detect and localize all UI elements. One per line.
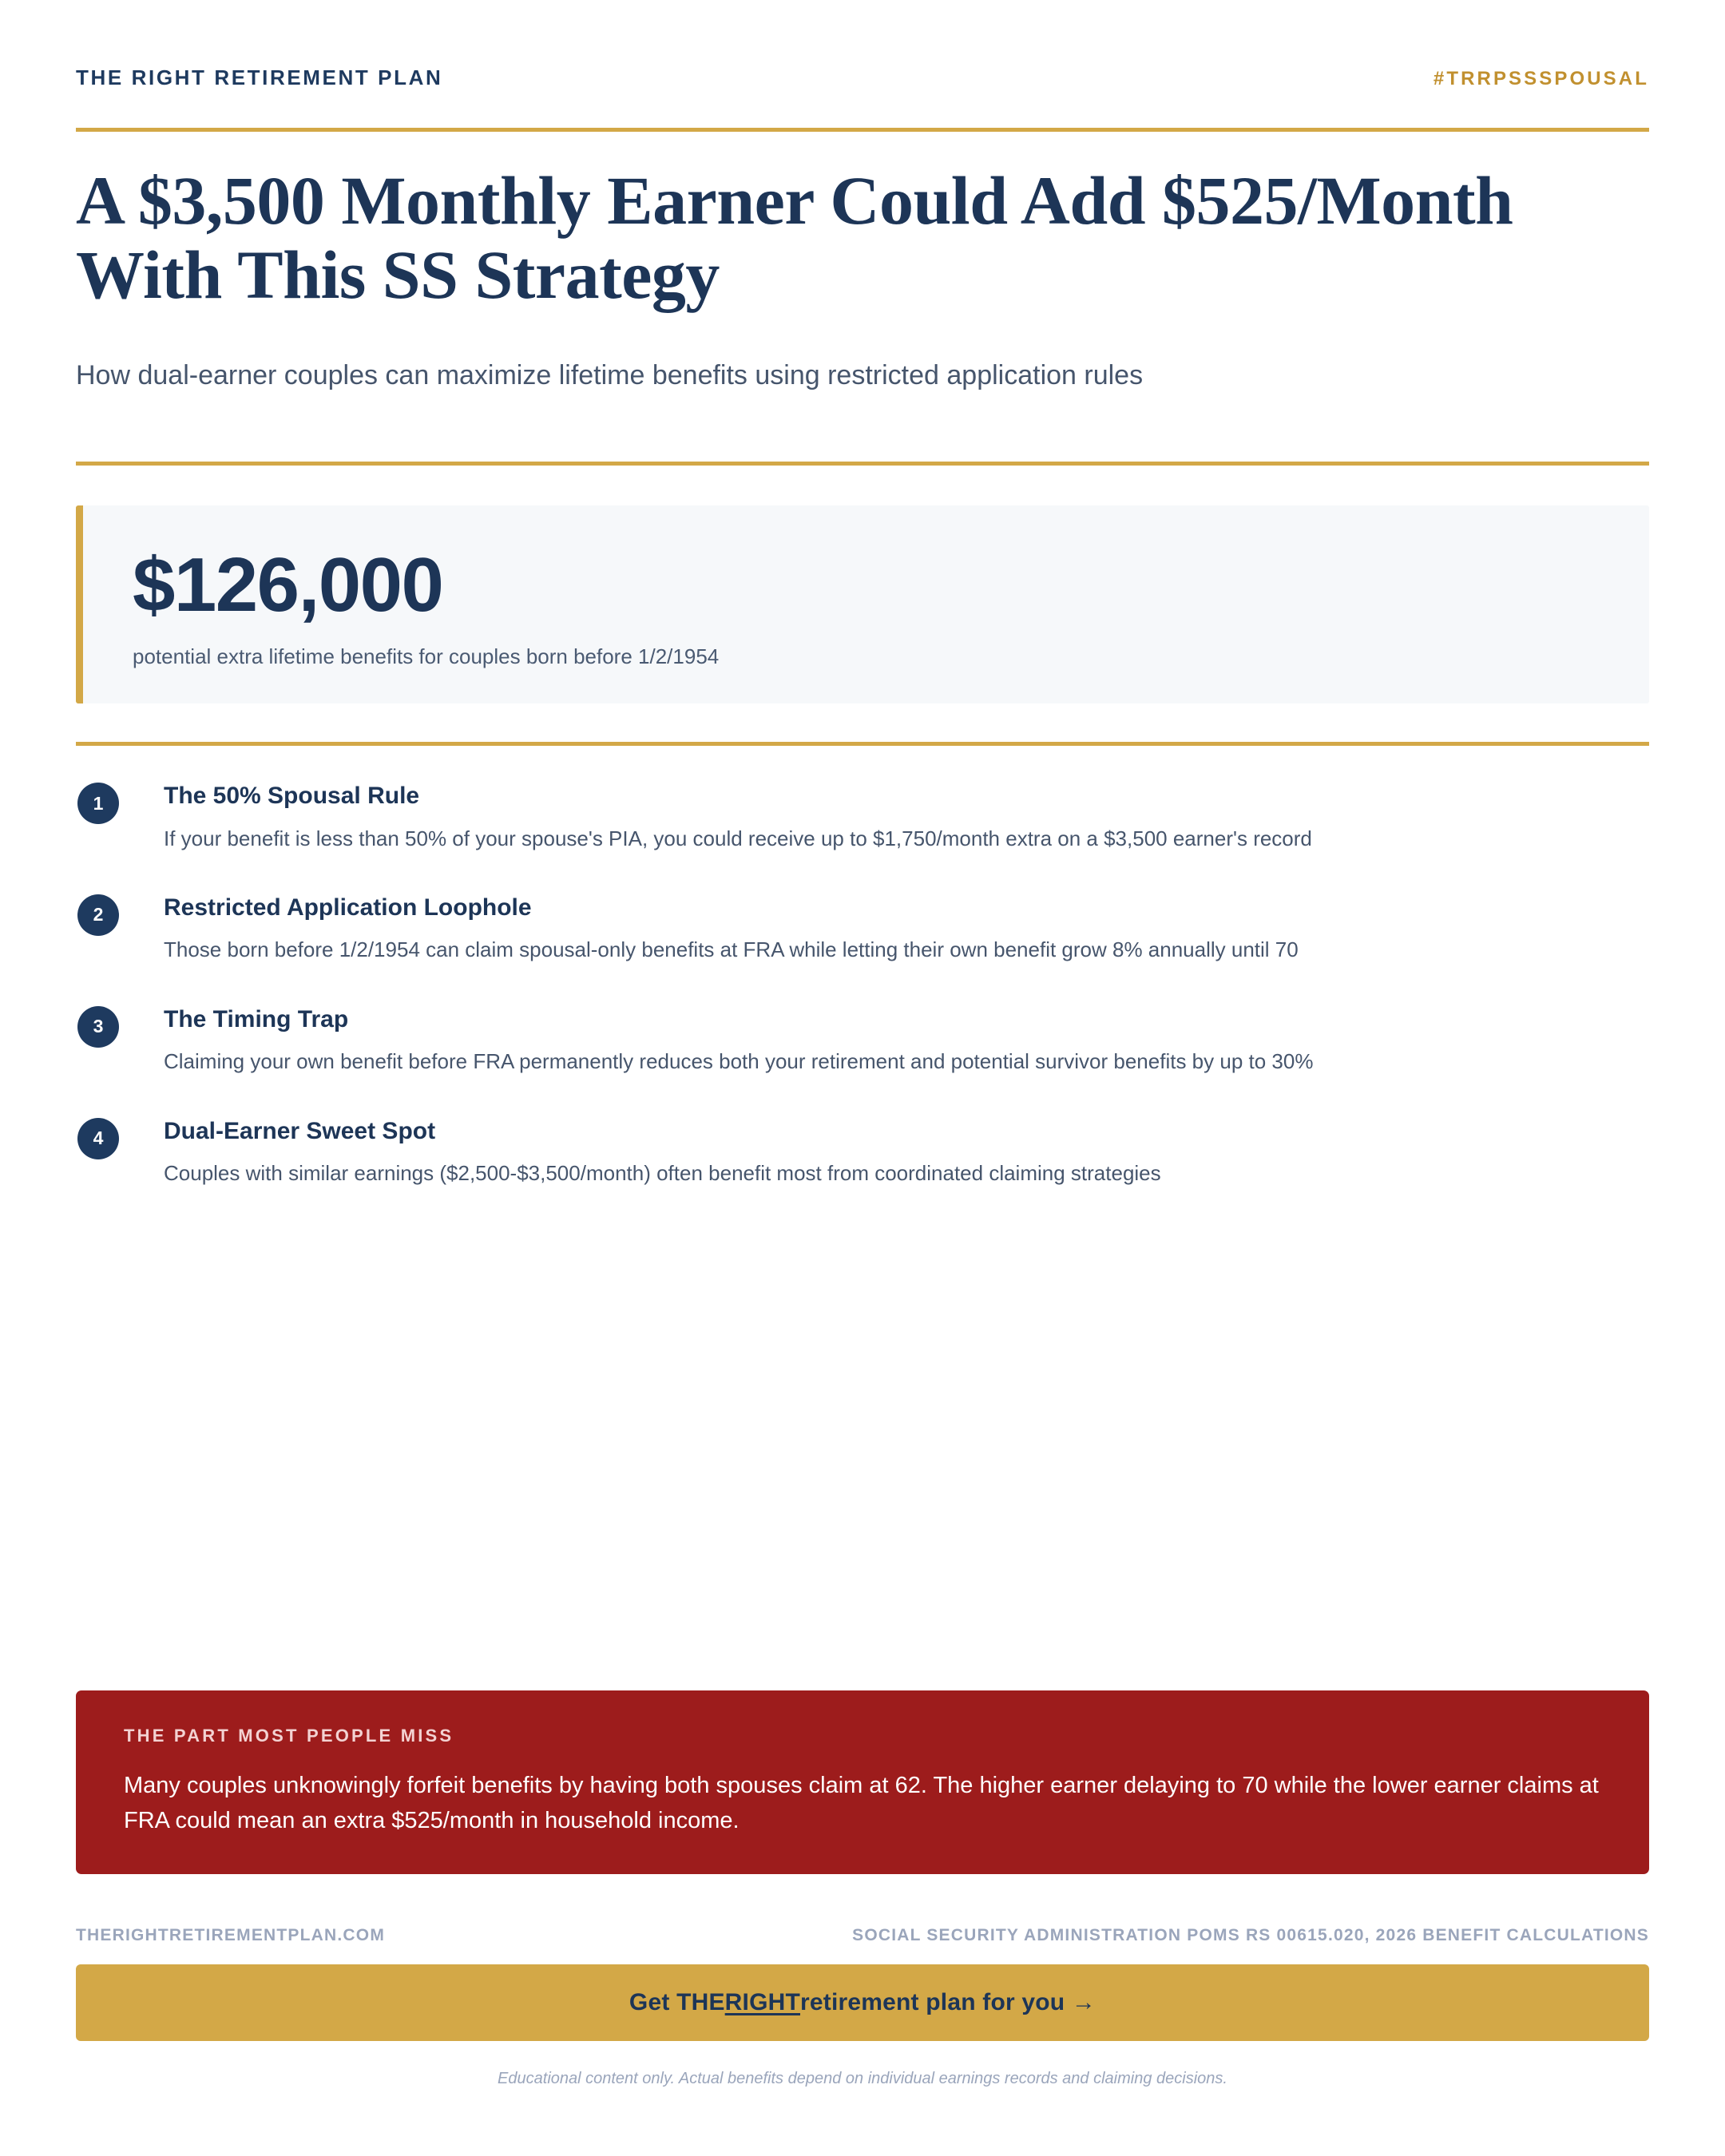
cta-label-after: retirement plan for you →: [800, 1989, 1096, 2015]
legal-disclaimer: Educational content only. Actual benefits depend on individual earnings records and claiming decisions.: [498, 2070, 1227, 2087]
headline-stat-label: potential extra lifetime benefits for couples born before 1/2/1954: [133, 644, 720, 668]
hero-divider: [76, 462, 1649, 466]
point-title: The Timing Trap: [164, 1005, 349, 1032]
point-body: If your benefit is less than 50% of your spouse's PIA, you could receive up to $1,750/month extra on a $3,500 earner's record: [164, 826, 1312, 850]
point-number-badge: 2: [77, 894, 119, 936]
brand-wordmark: THE RIGHT RETIREMENT PLAN: [76, 65, 443, 89]
page-title: A $3,500 Monthly Earner Could Add $525/Month With This SS Strategy: [76, 162, 1513, 313]
page-header: [76, 65, 1649, 90]
point-body: Claiming your own benefit before FRA permanently reduces both your retirement and potential survivor benefits by up to 30%: [164, 1049, 1314, 1074]
cta-button[interactable]: [76, 1964, 1649, 2041]
callout-kicker: THE PART MOST PEOPLE MISS: [124, 1726, 454, 1746]
list-item: [76, 1116, 1649, 1188]
point-number-badge: 3: [77, 1006, 119, 1048]
list-item: [76, 781, 1649, 853]
headline-stat-value: $126,000: [133, 542, 443, 628]
headline-stat-card: [76, 505, 1649, 703]
point-number-badge: 1: [77, 783, 119, 824]
headline-stat-inner: [83, 505, 1649, 669]
point-title: Restricted Application Loophole: [164, 894, 532, 921]
callout-card: [76, 1690, 1649, 1874]
campaign-hashtag: #TRRPSSSPOUSAL: [1433, 68, 1649, 89]
cta-label-emphasis: RIGHT: [724, 1989, 800, 2015]
point-body: Couples with similar earnings ($2,500-$3,500/month) often benefit most from coordinated claiming strategies: [164, 1161, 1161, 1186]
list-item: [76, 893, 1649, 965]
point-number-badge: 4: [77, 1118, 119, 1159]
footer-site-url[interactable]: THERIGHTRETIREMENTPLAN.COM: [76, 1926, 386, 1944]
list-item: [76, 1005, 1649, 1076]
footer-source-citation: SOCIAL SECURITY ADMINISTRATION POMS RS 00615.020, 2026 BENEFIT CALCULATIONS: [852, 1926, 1649, 1944]
footer-meta: [76, 1926, 1649, 1945]
callout-body: Many couples unknowingly forfeit benefits by having both spouses claim at 62. The higher earner delaying to 70 while the lower earner claims at FRA could mean an extra $525/month in household income.: [124, 1773, 1599, 1833]
key-points-list: [76, 781, 1649, 1188]
point-title: Dual-Earner Sweet Spot: [164, 1117, 436, 1144]
point-body: Those born before 1/2/1954 can claim spousal-only benefits at FRA while letting their own benefit grow 8% annually until 70: [164, 937, 1299, 962]
point-title: The 50% Spousal Rule: [164, 783, 420, 809]
stat-divider: [76, 742, 1649, 746]
cta-label-before: Get THE: [629, 1989, 725, 2015]
header-divider: [76, 128, 1649, 132]
page-subtitle: How dual-earner couples can maximize lifetime benefits using restricted application rules: [76, 360, 1144, 390]
